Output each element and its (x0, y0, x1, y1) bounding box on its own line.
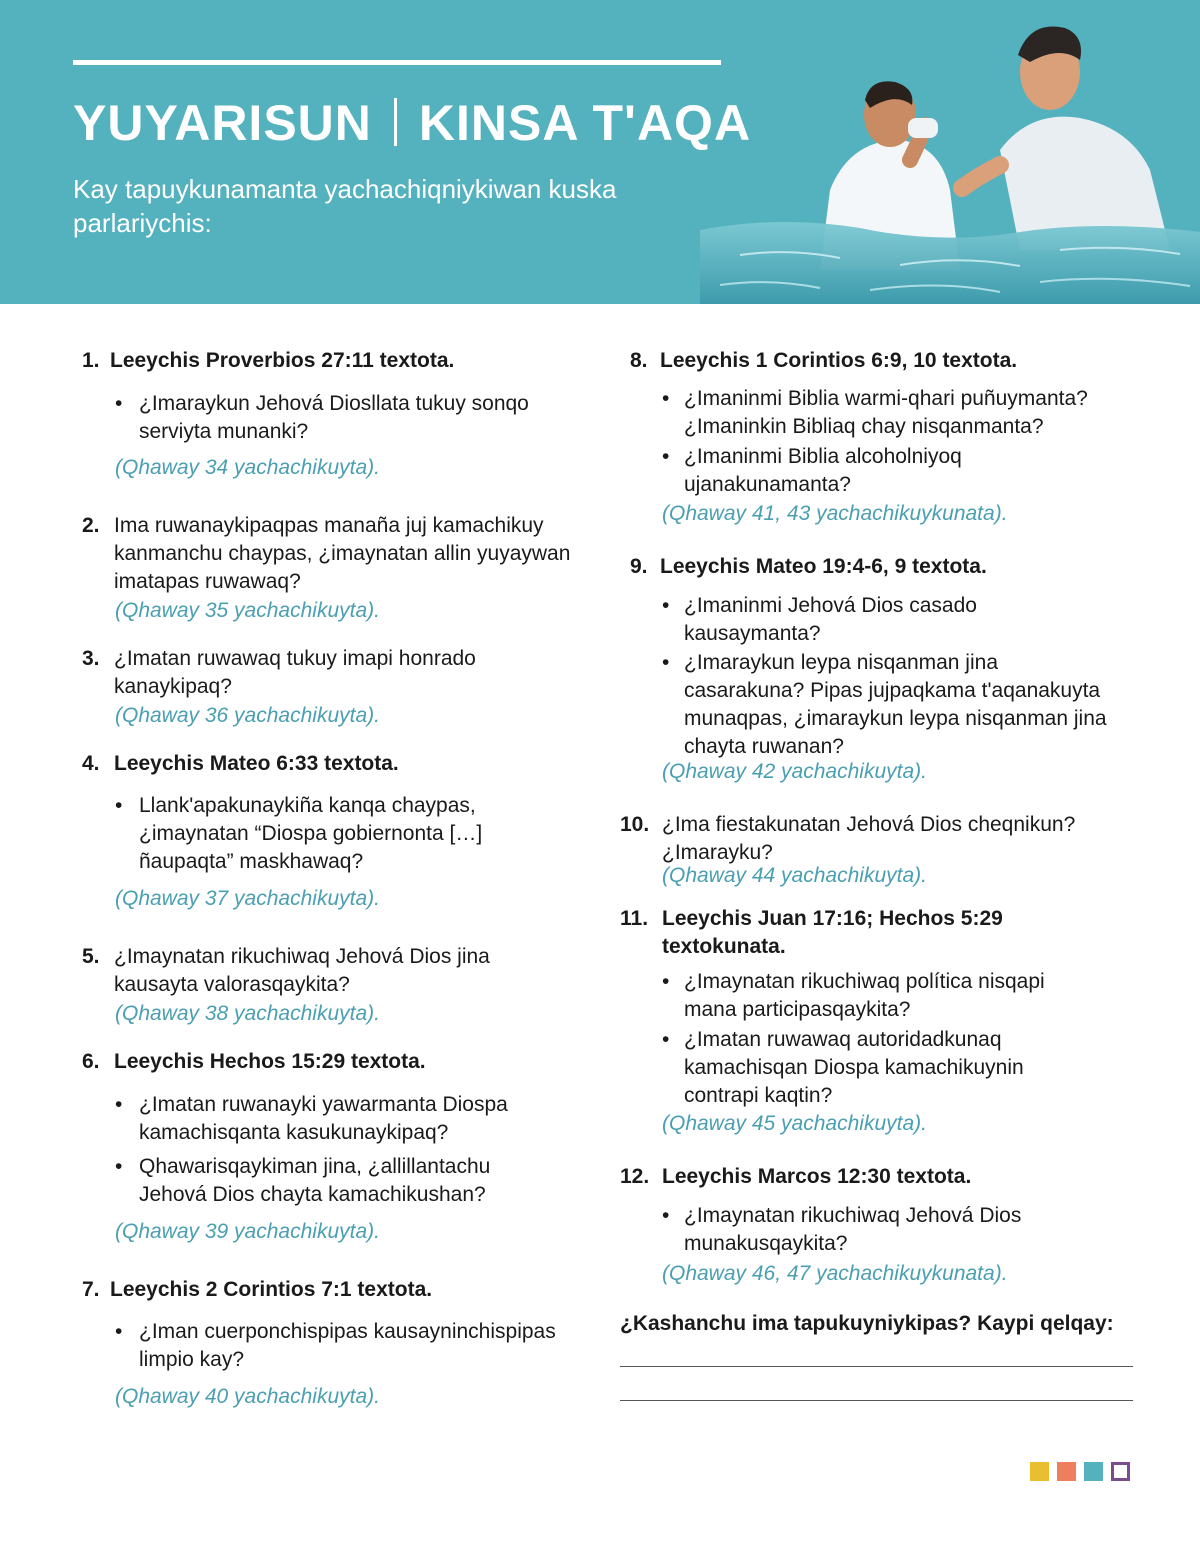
question-number: 8. (630, 349, 648, 372)
reference-text: (Qhaway 37 yachachikuyta). (115, 887, 380, 910)
bullet-item (115, 1153, 555, 1209)
question-number: 1. (82, 349, 100, 372)
question-number: 4. (82, 752, 100, 775)
bullet-text: Llank'apakunaykiña kanqa chaypas, ¿imaynatan “Diospa gobiernonta […] ñaupaqta” maskhawaq? (139, 794, 483, 873)
bullet-text: ¿Imaraykun Jehová Diosllata tukuy sonqo serviyta munanki? (139, 392, 529, 443)
bullet-dot: • (115, 794, 123, 817)
question-number: 6. (82, 1050, 100, 1073)
bullet-item (115, 1091, 555, 1147)
question-number: 3. (82, 647, 100, 670)
question-number: 11. (620, 907, 649, 930)
bullet-item (662, 649, 1122, 761)
bullet-item (662, 592, 1022, 648)
reference-text: (Qhaway 44 yachachikuyta). (662, 864, 927, 887)
bullet-dot: • (115, 392, 123, 415)
bullet-item (662, 1026, 1082, 1110)
question-number: 2. (82, 514, 100, 537)
bullet-item (115, 792, 515, 876)
question-6 (82, 1048, 562, 1076)
bullet-dot: • (115, 1093, 123, 1116)
header-rule (73, 60, 721, 65)
question-9 (630, 553, 1110, 581)
question-1 (82, 347, 582, 375)
bullet-text: ¿Imaninmi Biblia warmi-qhari puñuymanta? ¿Imaninkin Bibliaq chay nisqanmanta? (684, 387, 1088, 438)
question-7 (82, 1276, 562, 1304)
question-text: Leeychis 2 Corintios 7:1 textota. (110, 1278, 433, 1301)
reference-text: (Qhaway 35 yachachikuyta). (115, 599, 380, 622)
bullet-text: ¿Imaninmi Biblia alcoholniyoq ujanakunamanta? (684, 445, 962, 496)
question-11 (620, 905, 1040, 961)
reference-text: (Qhaway 42 yachachikuyta). (662, 760, 927, 783)
header-banner (0, 0, 1200, 304)
question-4 (82, 750, 562, 778)
baptism-illustration (700, 0, 1200, 304)
question-12 (620, 1163, 1100, 1191)
question-number: 12. (620, 1165, 650, 1188)
bullet-text: ¿Imaninmi Jehová Dios casado kausaymanta? (684, 594, 977, 645)
reference-text: (Qhaway 40 yachachikuyta). (115, 1385, 380, 1408)
question-text: ¿Imaynatan rikuchiwaq Jehová Dios jina kausayta valorasqaykita? (114, 945, 490, 996)
bullet-item (115, 390, 555, 446)
reference-text: (Qhaway 39 yachachikuyta). (115, 1220, 380, 1243)
page-subtitle: Kay tapuykunamanta yachachiqniykiwan kuska parlariychis: (73, 174, 617, 238)
yellow-square-marker (1030, 1462, 1049, 1481)
orange-square-marker (1057, 1462, 1076, 1481)
bullet-dot: • (662, 651, 670, 674)
bullet-dot: • (662, 445, 670, 468)
bullet-dot: • (662, 594, 670, 617)
reference-text: (Qhaway 46, 47 yachachikuykunata). (662, 1262, 1008, 1285)
question-3 (82, 645, 532, 701)
bullet-text: ¿Imaraykun leypa nisqanman jina casarakuna? Pipas jujpaqkama t'aqanakuyta munaqpas, ¿imaraykun leypa nisqanman jina chayta ruwanan? (684, 651, 1107, 758)
bullet-item (115, 1318, 585, 1374)
reference-text: (Qhaway 36 yachachikuyta). (115, 704, 380, 727)
bullet-dot: • (662, 387, 670, 410)
question-text: ¿Ima fiestakunatan Jehová Dios cheqnikun? ¿Imarayku? (662, 813, 1076, 864)
bullet-text: ¿Iman cuerponchispipas kausayninchispipas limpio kay? (139, 1320, 556, 1371)
bullet-text: ¿Imatan ruwawaq autoridadkunaq kamachisqan Diospa kamachikuynin contrapi kaqtin? (684, 1028, 1024, 1107)
question-text: Leeychis Juan 17:16; Hechos 5:29 textokunata. (662, 907, 1003, 958)
question-10 (620, 811, 1110, 867)
title-separator (394, 98, 397, 146)
bullet-dot: • (115, 1320, 123, 1343)
question-text: Leeychis Hechos 15:29 textota. (114, 1050, 426, 1073)
title-left: YUYARISUN (73, 95, 372, 151)
question-text: Leeychis Mateo 19:4-6, 9 textota. (660, 555, 987, 578)
answer-line-2[interactable] (620, 1400, 1133, 1401)
question-number: 5. (82, 945, 100, 968)
question-text: Ima ruwanaykipaqpas manaña juj kamachikuy kanmanchu chaypas, ¿imaynatan allin yuyaywan imatapas ruwawaq? (114, 514, 571, 593)
question-text: Leeychis Mateo 6:33 textota. (114, 752, 399, 775)
answer-line-1[interactable] (620, 1366, 1133, 1367)
bullet-text: ¿Imatan ruwanayki yawarmanta Diospa kamachisqanta kasukunaykipaq? (139, 1093, 508, 1144)
bullet-item (662, 385, 1122, 441)
bullet-dot: • (662, 1028, 670, 1051)
bullet-text: ¿Imaynatan rikuchiwaq política nisqapi mana participasqaykita? (684, 970, 1045, 1021)
bullet-dot: • (662, 1204, 670, 1227)
question-number: 9. (630, 555, 648, 578)
question-8 (630, 347, 1110, 375)
outlined-square-marker (1111, 1462, 1130, 1481)
write-here-prompt: ¿Kashanchu ima tapukuyniykipas? Kaypi qelqay: (620, 1312, 1114, 1335)
question-text: ¿Imatan ruwawaq tukuy imapi honrado kanaykipaq? (114, 647, 476, 698)
question-text: Leeychis Marcos 12:30 textota. (662, 1165, 972, 1188)
title-right: KINSA T'AQA (418, 95, 752, 151)
bullet-item (662, 1202, 1062, 1258)
question-text: Leeychis 1 Corintios 6:9, 10 textota. (660, 349, 1018, 372)
bullet-text: Qhawarisqaykiman jina, ¿allillantachu Jehová Dios chayta kamachikushan? (139, 1155, 491, 1206)
question-number: 10. (620, 813, 650, 836)
bullet-text: ¿Imaynatan rikuchiwaq Jehová Dios munakusqaykita? (684, 1204, 1022, 1255)
reference-text: (Qhaway 45 yachachikuyta). (662, 1112, 927, 1135)
question-number: 7. (82, 1278, 100, 1301)
question-5 (82, 943, 532, 999)
reference-text: (Qhaway 38 yachachikuyta). (115, 1002, 380, 1025)
bullet-dot: • (662, 970, 670, 993)
page-title (73, 94, 751, 152)
question-text: Leeychis Proverbios 27:11 textota. (110, 349, 455, 372)
bullet-dot: • (115, 1155, 123, 1178)
bullet-item (662, 968, 1082, 1024)
teal-square-marker (1084, 1462, 1103, 1481)
question-2 (82, 512, 577, 596)
reference-text: (Qhaway 34 yachachikuyta). (115, 456, 380, 479)
bullet-item (662, 443, 1102, 499)
reference-text: (Qhaway 41, 43 yachachikuykunata). (662, 502, 1008, 525)
